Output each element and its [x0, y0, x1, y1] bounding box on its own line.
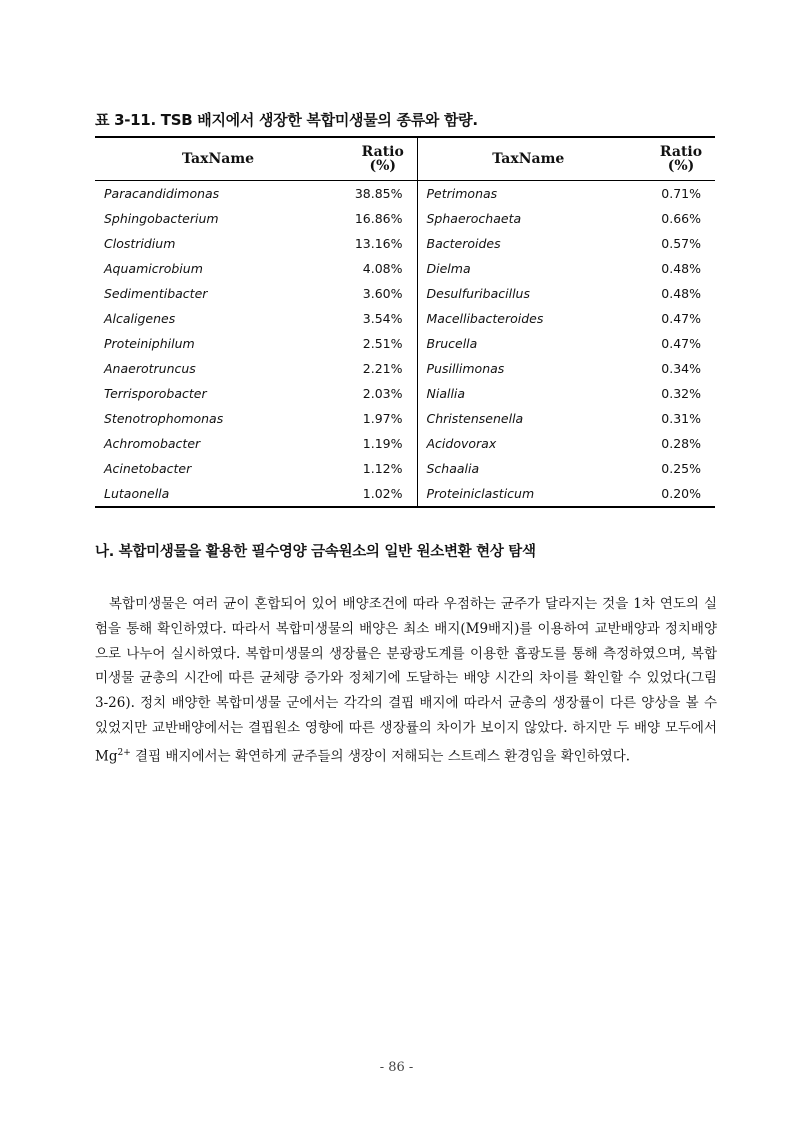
header-taxname-left: TaxName — [181, 151, 255, 167]
table-row — [95, 331, 715, 356]
right-taxon-ratio: 0.34% — [661, 361, 701, 376]
left-taxon-ratio: 3.54% — [341, 306, 417, 331]
left-taxon-name: Alcaligenes — [104, 311, 176, 326]
left-taxon-ratio: 1.12% — [341, 456, 417, 481]
right-taxon-name: Petrimonas — [426, 186, 498, 201]
right-taxon-ratio: 0.28% — [661, 436, 701, 451]
left-taxon-name: Terrisporobacter — [104, 386, 207, 401]
left-taxon-ratio: 4.08% — [341, 256, 417, 281]
right-taxon-ratio: 0.20% — [661, 486, 701, 501]
right-taxon-ratio: 0.47% — [661, 336, 701, 351]
left-taxon-ratio: 38.85% — [341, 181, 417, 207]
table-row — [95, 306, 715, 331]
right-taxon-name: Desulfuribacillus — [426, 286, 530, 301]
right-taxon-ratio: 0.66% — [661, 211, 701, 226]
left-taxon-name: Achromobacter — [104, 436, 201, 451]
left-taxon-ratio: 1.19% — [341, 431, 417, 456]
left-taxon-ratio: 2.03% — [341, 381, 417, 406]
header-ratio-label: Ratio — [361, 144, 404, 160]
left-taxon-name: Paracandidimonas — [104, 186, 220, 201]
header-ratio-label: Ratio — [659, 144, 703, 160]
right-taxon-name: Acidovorax — [426, 436, 497, 451]
right-taxon-name: Christensenella — [426, 411, 524, 426]
right-taxon-ratio: 0.57% — [661, 236, 701, 251]
table-row — [95, 181, 715, 207]
right-taxon-ratio: 0.47% — [661, 311, 701, 326]
table-row — [95, 281, 715, 306]
right-taxon-ratio: 0.25% — [661, 461, 701, 476]
left-taxon-name: Stenotrophomonas — [104, 411, 224, 426]
table-header-row — [95, 137, 715, 181]
left-taxon-name: Lutaonella — [104, 486, 170, 501]
left-taxon-name: Acinetobacter — [104, 461, 192, 476]
right-taxon-ratio: 0.32% — [661, 386, 701, 401]
table-row — [95, 406, 715, 431]
taxonomy-table — [95, 136, 715, 508]
paragraph-text-1: 복합미생물은 여러 균이 혼합되어 있어 배양조건에 따라 우점하는 균주가 달라지는 것을 1차 연도의 실험을 통해 확인하였다. 따라서 복합미생물의 배양은 최소 배지(M9배지)를 이용하여 교반배양과 정치배양으로 나누어 실시하였다. 복합미생물의 생장률은 분광광도계를 이용한 흡광도를 통해 측정하였으며, 복합 미생물 균총의 시간에 따른 균체량 증가와 정체기에 도달하는 배양 시간의 차이를 확인할 수 있었다(그림 3-26). 정치 배양한 복합미생물 군에서는 각각의 결핍 배지에 따라서 균총의 생장률이 다른 양상을 볼 수 있었지만 교반배양에서는 결핍원소 영향에 따른 생장률의 차이가 보이지 않았다. 하지만 두 배양 모두에서 — [95, 596, 717, 736]
left-taxon-name: Proteiniphilum — [104, 336, 195, 351]
header-ratio-right — [639, 137, 715, 181]
right-taxon-name: Sphaerochaeta — [426, 211, 522, 226]
left-taxon-ratio: 3.60% — [341, 281, 417, 306]
left-taxon-name: Anaerotruncus — [104, 361, 196, 376]
right-taxon-name: Brucella — [426, 336, 478, 351]
right-taxon-ratio: 0.71% — [661, 186, 701, 201]
header-ratio-unit: (%) — [369, 158, 397, 174]
left-taxon-name: Sphingobacterium — [104, 211, 219, 226]
page-number: - 86 - — [379, 1060, 414, 1075]
section-title: 나. 복합미생물을 활용한 필수영양 금속원소의 일반 원소변환 현상 탐색 — [95, 544, 536, 560]
left-taxon-name: Clostridium — [104, 236, 176, 251]
table-row — [95, 256, 715, 281]
right-taxon-name: Dielma — [426, 261, 471, 276]
right-taxon-name: Pusillimonas — [426, 361, 505, 376]
table-row — [95, 231, 715, 256]
left-taxon-ratio: 16.86% — [341, 206, 417, 231]
table-row — [95, 431, 715, 456]
right-taxon-ratio: 0.31% — [661, 411, 701, 426]
left-taxon-ratio: 2.21% — [341, 356, 417, 381]
left-taxon-name: Sedimentibacter — [104, 286, 208, 301]
header-ratio-left — [341, 137, 417, 181]
left-taxon-ratio: 13.16% — [341, 231, 417, 256]
body-paragraph — [95, 592, 717, 769]
magnesium-charge: 2+ — [117, 747, 131, 758]
table-body — [95, 181, 715, 508]
header-ratio-unit: (%) — [667, 158, 695, 174]
right-taxon-ratio: 0.48% — [661, 286, 701, 301]
left-taxon-name: Aquamicrobium — [104, 261, 203, 276]
right-taxon-name: Schaalia — [426, 461, 480, 476]
paragraph-text-2: 결핍 배지에서는 확연하게 균주들의 생장이 저해되는 스트레스 환경임을 확인하였다. — [130, 748, 631, 765]
right-taxon-ratio: 0.48% — [661, 261, 701, 276]
right-taxon-name: Bacteroides — [426, 236, 501, 251]
table-row — [95, 356, 715, 381]
left-taxon-ratio: 1.02% — [341, 481, 417, 507]
table-row — [95, 206, 715, 231]
right-taxon-name: Macellibacteroides — [426, 311, 544, 326]
table-row — [95, 456, 715, 481]
left-taxon-ratio: 1.97% — [341, 406, 417, 431]
right-taxon-name: Niallia — [426, 386, 466, 401]
table-row — [95, 381, 715, 406]
left-taxon-ratio: 2.51% — [341, 331, 417, 356]
table-row — [95, 481, 715, 507]
table-caption: 표 3-11. TSB 배지에서 생장한 복합미생물의 종류와 함량. — [95, 111, 478, 129]
header-taxname-right: TaxName — [492, 151, 565, 167]
magnesium-symbol: Mg — [95, 748, 118, 765]
right-taxon-name: Proteiniclasticum — [426, 486, 535, 501]
